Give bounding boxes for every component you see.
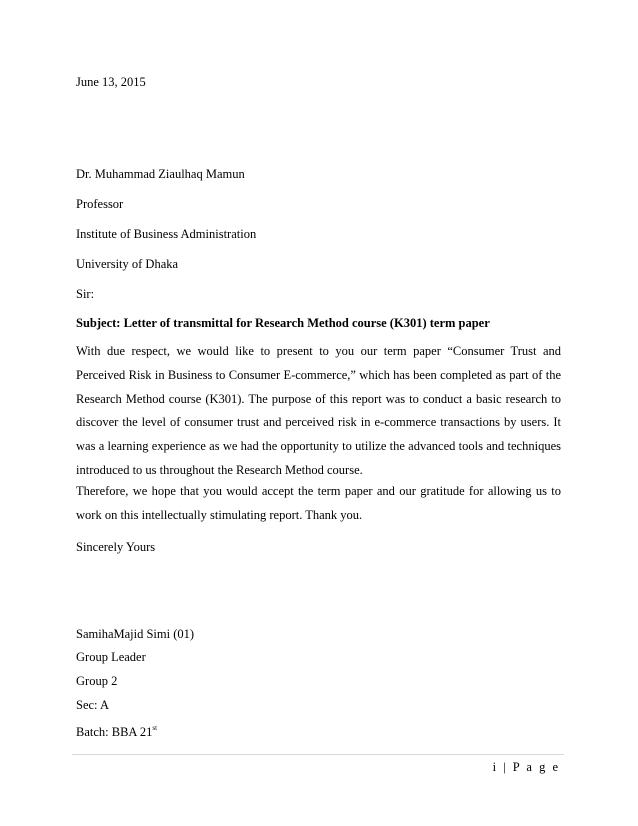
signature-batch-text: Batch: BBA 21 (76, 725, 153, 739)
subject-line: Subject: Letter of transmittal for Research Method course (K301) term paper (76, 316, 490, 330)
recipient-university: University of Dhaka (76, 257, 179, 271)
signature-group: Group 2 (76, 674, 118, 688)
recipient-title: Professor (76, 197, 124, 211)
page-number: i | P a g e (492, 760, 560, 774)
letter-date: June 13, 2015 (76, 75, 146, 89)
signature-role: Group Leader (76, 650, 146, 664)
closing: Sincerely Yours (76, 540, 156, 554)
footer-divider (72, 754, 564, 755)
recipient-institute: Institute of Business Administration (76, 227, 257, 241)
signature-batch (76, 720, 157, 740)
signature-batch-suffix: st (152, 724, 158, 732)
salutation: Sir: (76, 287, 95, 301)
body-paragraph: With due respect, we would like to present to you our term paper “Consumer Trust and Perceived Risk in Business to Consumer E-commerce,” which has been completed as part of the Research Method course (K301). The purpose of this report was to conduct a basic research to discover the level of consumer trust and perceived risk in e-commerce transactions by users. It was a learning experience as we had the opportunity to utilize the advanced tools and techniques introduced to us throughout the Research Method course. (76, 344, 561, 477)
recipient-name: Dr. Muhammad Ziaulhaq Mamun (76, 167, 245, 181)
signature-name: SamihaMajid Simi (01) (76, 627, 195, 641)
body-paragraph: Therefore, we hope that you would accept the term paper and our gratitude for allowing us to work on this intellectually stimulating report. Thank you. (76, 484, 561, 522)
signature-section: Sec: A (76, 698, 109, 712)
